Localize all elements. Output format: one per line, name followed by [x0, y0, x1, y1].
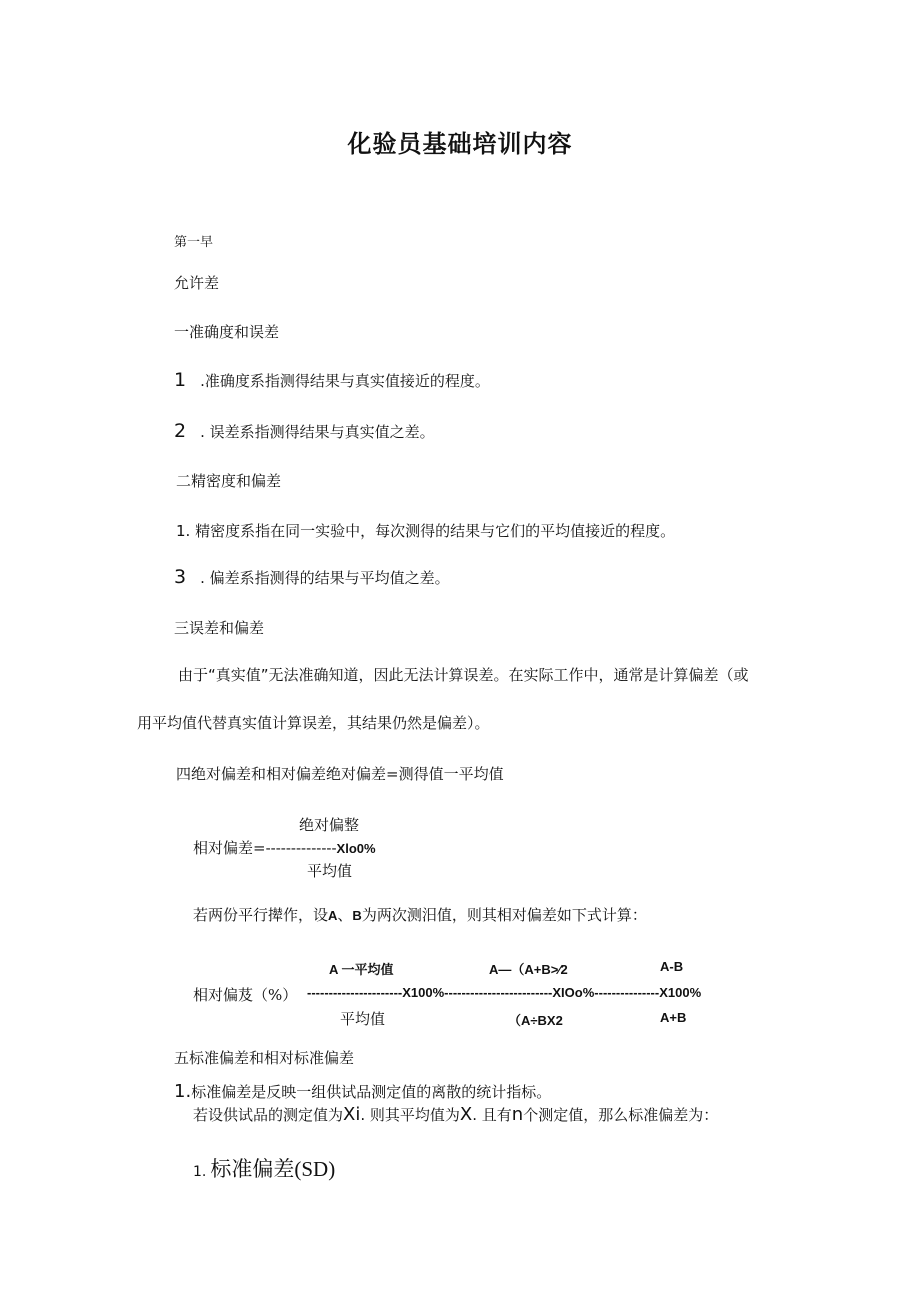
list-text: . 误差系指测得结果与真实值之差。	[200, 423, 435, 441]
list-text: .准确度系指测得结果与真实值接近的程度。	[200, 372, 490, 390]
sentence-part4: 个测定值，那么标准偏差为：	[523, 1106, 719, 1124]
page-title: 化验员基础培训内容	[347, 130, 573, 158]
formula1-denominator: 平均值	[307, 862, 353, 880]
heading-accuracy-error: 一准确度和误差	[174, 323, 280, 341]
list-text: 标准偏差(SD)	[210, 1157, 336, 1181]
formula1-line	[193, 837, 376, 858]
variable-b: B	[352, 908, 362, 923]
test-values-sentence	[193, 1104, 718, 1125]
standard-deviation-sd-heading	[193, 1153, 335, 1183]
sentence-part2: . 则其平均值为	[360, 1106, 460, 1124]
variable-xi: Xi	[343, 1104, 361, 1125]
list-number: 3	[174, 566, 187, 588]
variable-a: A	[328, 908, 338, 923]
formula1-dashes: --------------	[265, 839, 337, 857]
list-text: 标准偏差是反映一组供试品测定值的离散的统计指标。	[191, 1083, 552, 1101]
list-item-standard-deviation	[174, 1081, 551, 1102]
sentence-separator: 、	[337, 906, 353, 924]
heading-precision-deviation: 二精密度和偏差	[176, 472, 282, 490]
list-text: . 偏差系指测得的结果与平均值之差。	[200, 569, 450, 587]
formula2-fraction-bars: ----------------------X100%-------------------------XIOo%---------------X100%	[307, 985, 702, 1000]
sentence-part2: 为两次测汨值，则其相对偏差如下式计算：	[361, 906, 647, 924]
heading-bold-part: 四绝对偏差和相对偏差	[176, 765, 327, 783]
formula2-numerator-1: A 一平均值	[329, 962, 394, 977]
list-item-error	[174, 420, 435, 442]
formula2-numerator-3: A-B	[660, 959, 684, 974]
formula2-denominator-2: （A÷BX2	[508, 1013, 563, 1028]
list-number: 2	[174, 420, 187, 442]
formula2-line	[193, 984, 297, 1005]
heading-formula-part: 绝对偏差=测得值一平均值	[326, 765, 504, 783]
chapter-heading: 第一早	[174, 235, 214, 250]
parallel-operation-sentence	[193, 904, 647, 925]
sentence-part1: 若设供试品的测定值为	[193, 1106, 344, 1124]
formula2-numerator-2: A—（A+B>⁄2	[489, 962, 568, 977]
heading-standard-deviation: 五标准偏差和相对标准偏差	[174, 1049, 355, 1067]
formula1-multiplier: Xlo0%	[336, 841, 376, 856]
list-item-precision: 1. 精密度系指在同一实验中，每次测得的结果与它们的平均值接近的程度。	[176, 522, 676, 540]
sentence-part3: . 且有	[472, 1106, 512, 1124]
list-number: 1.	[193, 1164, 207, 1180]
variable-n: n	[511, 1104, 524, 1125]
section-heading: 允许差	[174, 274, 220, 292]
list-number: 1	[174, 369, 187, 391]
paragraph-line-1: 由于“真实值”无法准确知道，因此无法计算误差。在实际工作中，通常是计算偏差（或	[178, 666, 749, 684]
variable-x: X	[459, 1104, 473, 1125]
formula1-numerator: 绝对偏整	[299, 816, 360, 834]
formula2-denominator-1: 平均值	[340, 1010, 386, 1028]
heading-error-and-deviation: 三误差和偏差	[174, 619, 265, 637]
list-item-accuracy	[174, 369, 490, 391]
list-item-deviation	[174, 566, 450, 588]
formula2-denominator-3: A+B	[660, 1010, 687, 1025]
formula2-label: 相对偏芨（%）	[193, 986, 298, 1004]
formula1-label: 相对偏差=	[193, 839, 266, 857]
sentence-part1: 若两份平行撵作，设	[193, 906, 329, 924]
heading-absolute-relative-deviation	[176, 763, 504, 784]
list-number: 1.	[174, 1081, 192, 1102]
paragraph-line-2: 用平均值代替真实值计算误差，其结果仍然是偏差）。	[137, 714, 490, 732]
